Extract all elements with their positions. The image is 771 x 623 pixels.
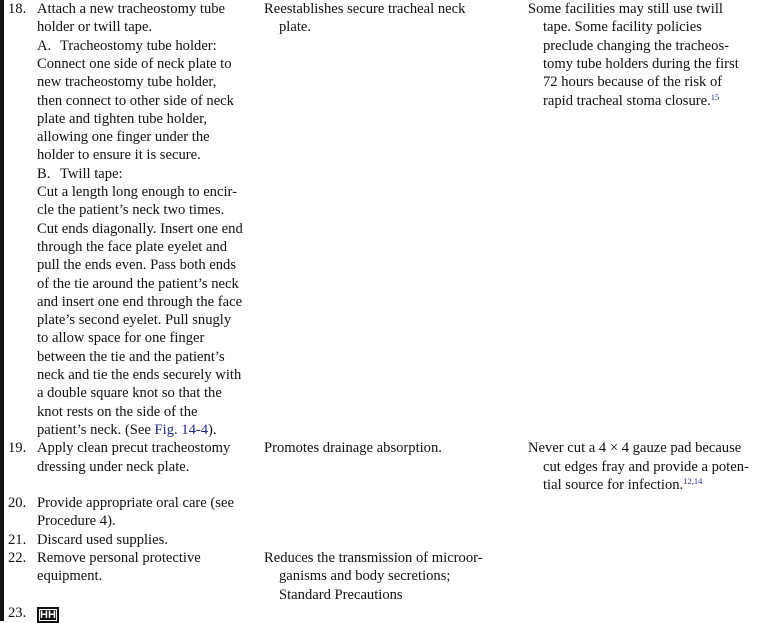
step-line [37, 311, 231, 329]
step-number: 23. [8, 604, 27, 621]
note-text: rapid tracheal stoma closure. [543, 92, 711, 109]
step-line [37, 128, 210, 146]
step-text: patient’s neck. (See [37, 421, 155, 438]
step-text: holder or twill tape. [37, 19, 153, 36]
step-number: 19. [8, 440, 27, 457]
substep-label: B. [37, 165, 51, 182]
step-line [37, 37, 217, 55]
step-number: 21. [8, 531, 27, 548]
step-text: Cut a length long enough to encir- [37, 184, 237, 200]
step-text: of the tie around the patient’s neck [37, 275, 239, 292]
step-line [37, 439, 230, 457]
step-text: and insert one end through the face [37, 293, 243, 310]
note-text: Never cut a 4 × 4 gauze pad because [528, 440, 742, 457]
step-text: Procedure 4). [37, 513, 116, 530]
step-text: Attach a new tracheostomy tube [37, 1, 226, 17]
note-line [543, 92, 719, 110]
hand-hygiene-icon: HH [37, 607, 59, 623]
step-line [37, 567, 102, 585]
step-text: equipment. [37, 568, 103, 585]
step-text: Cut ends diagonally. Insert one end [37, 220, 243, 237]
note-text: 72 hours because of the risk of [543, 74, 723, 91]
figure-link[interactable]: Fig. 14-4 [154, 421, 209, 438]
step-text: then connect to other side of neck [37, 92, 234, 109]
note-line [543, 18, 702, 36]
step-text: holder to ensure it is secure. [37, 147, 201, 164]
step-text: Remove personal protective [37, 550, 201, 566]
step-line [37, 183, 237, 201]
step-line [37, 458, 189, 476]
step-line [37, 238, 227, 256]
step-line [37, 0, 225, 18]
rationale-line: Standard Precautions [279, 586, 403, 603]
step-line [37, 73, 216, 91]
step-line [37, 494, 234, 512]
step-line [37, 220, 243, 238]
note-line [543, 37, 729, 55]
step-text: pull the ends even. Pass both ends [37, 257, 237, 274]
note-line [543, 55, 739, 73]
reference-superscript[interactable]: 15 [710, 91, 720, 102]
step-text: Twill tape: [60, 165, 123, 182]
step-line [37, 201, 224, 219]
note-line [543, 458, 749, 476]
step-text: plate and tighten tube holder, [37, 110, 208, 127]
step-number: 18. [8, 1, 27, 17]
step-text: cle the patient’s neck two times. [37, 202, 225, 219]
rationale-line: Reduces the transmission of microor- [264, 550, 483, 566]
note-text: preclude changing the tracheos- [543, 37, 729, 54]
note-text: Some facilities may still use twill [528, 1, 723, 17]
step-text: a double square knot so that the [37, 385, 222, 402]
step-line [37, 329, 204, 347]
rationale-line: Reestablishes secure tracheal neck [264, 1, 466, 17]
note-text: tial source for infection. [543, 476, 684, 493]
margin-bar [0, 0, 4, 621]
step-number: 20. [8, 495, 27, 512]
step-line [37, 55, 232, 73]
step-line [37, 366, 241, 384]
note-text: tomy tube holders during the first [543, 55, 739, 72]
step-line [37, 256, 236, 274]
step-text: Connect one side of neck plate to [37, 55, 232, 72]
step-text: dressing under neck plate. [37, 458, 190, 475]
step-text: ). [208, 421, 217, 438]
step-line [37, 531, 168, 549]
step-line [37, 110, 207, 128]
note-line [528, 0, 723, 18]
step-text: Discard used supplies. [37, 531, 168, 548]
step-line [37, 348, 225, 366]
step-text: plate’s second eyelet. Pull snugly [37, 312, 232, 329]
step-text: neck and tie the ends securely with [37, 367, 242, 383]
step-number: 22. [8, 550, 27, 566]
step-line [37, 421, 217, 439]
step-text: Tracheostomy tube holder: [60, 37, 217, 54]
step-line [37, 92, 234, 110]
step-text: Apply clean precut tracheostomy [37, 440, 231, 457]
step-line [37, 403, 198, 421]
step-text: to allow space for one finger [37, 330, 205, 347]
step-line [37, 275, 239, 293]
note-line [543, 73, 722, 91]
rationale-line: plate. [279, 19, 312, 36]
step-text: knot rests on the side of the [37, 403, 198, 420]
step-line [37, 293, 242, 311]
note-line [543, 476, 702, 494]
step-line [37, 18, 152, 36]
reference-superscript[interactable]: 12,14 [683, 475, 703, 486]
step-line [37, 604, 59, 622]
step-text: new tracheostomy tube holder, [37, 74, 217, 91]
step-text: through the face plate eyelet and [37, 238, 228, 255]
step-line [37, 512, 116, 530]
note-text: cut edges fray and provide a poten- [543, 458, 749, 475]
step-text: Provide appropriate oral care (see [37, 495, 234, 512]
step-text: allowing one finger under the [37, 129, 210, 146]
step-line [37, 165, 123, 183]
rationale-line: ganisms and body secretions; [279, 568, 451, 585]
note-text: tape. Some facility policies [543, 19, 702, 36]
step-line [37, 384, 222, 402]
step-line [37, 549, 201, 567]
step-line [37, 146, 201, 164]
note-line [528, 439, 741, 457]
substep-label: A. [37, 37, 52, 54]
rationale-line: Promotes drainage absorption. [264, 440, 442, 457]
step-text: between the tie and the patient’s [37, 348, 225, 365]
